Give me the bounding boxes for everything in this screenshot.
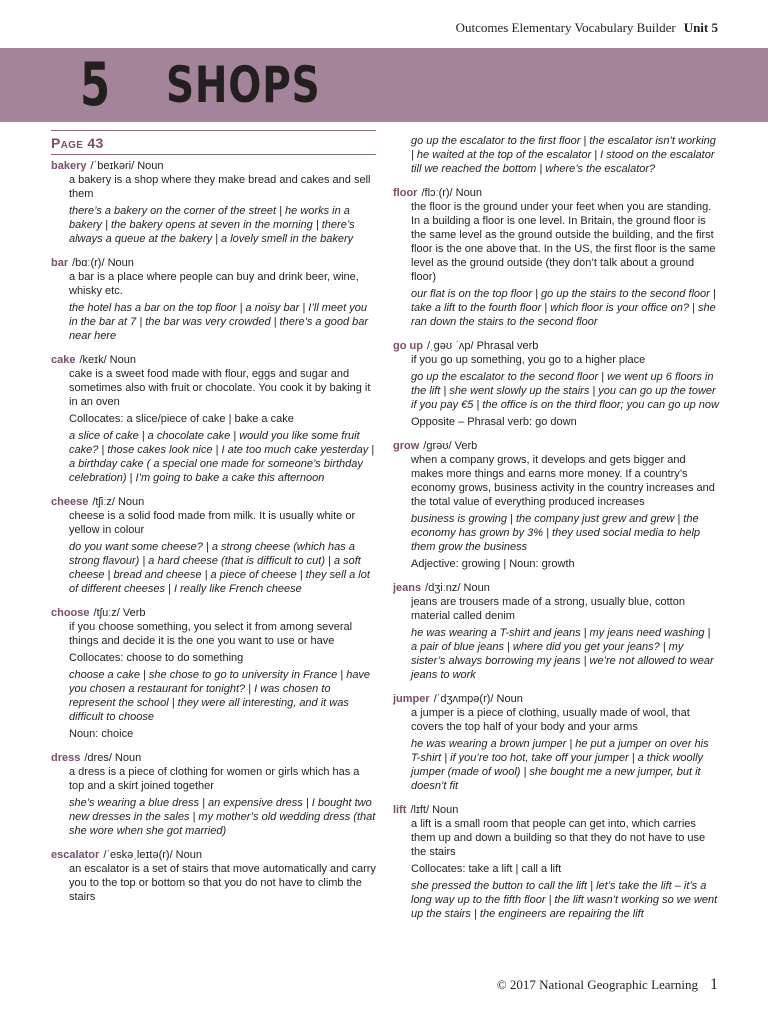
headword: jumper [393,693,430,705]
pronunciation-and-pos: /ɡrəʊ/ Verb [423,440,478,452]
left-entry-list [51,159,376,904]
pronunciation-and-pos: /ˌɡəʊ ˈʌp/ Phrasal verb [426,340,539,352]
headword-line [393,581,719,595]
headword-line [51,495,376,509]
pronunciation-and-pos: /tʃiːz/ Noun [92,496,145,508]
headword-line [51,606,376,620]
definition: a dress is a piece of clothing for women or girls which has a top and a skirt joined together [69,766,360,792]
usage-note: Noun: choice [69,728,134,740]
headword: go up [393,340,423,352]
headword-line [51,159,376,173]
pronunciation-and-pos: /bɑː(r)/ Noun [72,257,134,269]
left-column [51,130,376,914]
dictionary-entry [51,256,376,343]
dictionary-entry [393,186,719,329]
pronunciation-and-pos: /lɪft/ Noun [410,804,459,816]
example-sentences: he was wearing a brown jumper | he put a jumper on over his T-shirt | if you’re too hot, take off your jumper | a thick woolly jumper (made of wool) | she bought me a new jumper, but it doesn’t fit [411,738,709,792]
definition: a bakery is a shop where they make bread and cakes and sell them [69,174,371,200]
headword: cheese [51,496,89,508]
dictionary-entry [393,339,719,429]
definition: the floor is the ground under your feet when you are standing. In a building a floor is one level. In Britain, the ground floor is the same level as the ground outside the building, and the first floor is the one above that. In the US, the first floor is the same level as the ground outside (they don’t talk about a ground floor) [411,201,716,283]
usage-note: Opposite – Phrasal verb: go down [411,416,577,428]
right-entry-list [393,186,719,921]
usage-note: Collocates: choose to do something [69,652,244,664]
headword-line [393,439,719,453]
dictionary-entry [51,353,376,485]
running-header [456,20,718,36]
usage-note: Collocates: a slice/piece of cake | bake a cake [69,413,294,425]
unit-title: SHOPS [166,56,321,114]
dictionary-entry [393,439,719,571]
definition: jeans are trousers made of a strong, usually blue, cotton material called denim [411,596,685,622]
pronunciation-and-pos: /flɔː(r)/ Noun [421,187,482,199]
headword: dress [51,752,81,764]
example-sentences: he was wearing a T-shirt and jeans | my jeans need washing | a pair of blue jeans | where did you get your jeans? | my sister’s always borrowing my jeans | we’re not allowed to wear jeans to work [411,627,714,681]
unit-banner [0,48,768,122]
copyright: © 2017 National Geographic Learning [496,977,698,992]
pronunciation-and-pos: /keɪk/ Noun [79,354,136,366]
headword-line [51,353,376,367]
dictionary-entry [51,495,376,596]
example-sentences: do you want some cheese? | a strong cheese (which has a strong flavour) | a hard cheese (that is difficult to cut) | a soft cheese | bread and cheese | a piece of cheese | they sell a lot of different cheeses | I really like French cheese [69,541,370,595]
dictionary-entry [51,751,376,838]
unit-number: 5 [80,50,111,120]
example-sentences: choose a cake | she chose to go to university in France | have you chosen a restaurant for tonight? | I was chosen to represent the school | they were all interesting, and it was difficult to choose [69,669,371,723]
headword-line [393,692,719,706]
page-section-heading [51,130,376,155]
unit-label: Unit 5 [683,20,718,35]
definition: when a company grows, it develops and gets bigger and makes more things and earns more money. If a country’s economy grows, business activity in the country increases and the total value of everything produced increases [411,454,715,508]
example-sentences: she pressed the button to call the lift | let’s take the lift – it’s a long way up to the fifth floor | the lift wasn’t working so we went up the stairs | the engineers are repairing the lift [411,880,718,920]
pronunciation-and-pos: /ˈeskəˌleɪtə(r)/ Noun [103,849,202,861]
usage-note: Collocates: take a lift | call a lift [411,863,562,875]
headword: cake [51,354,76,366]
definition: if you go up something, you go to a higher place [411,354,646,366]
example-sentences: a slice of cake | a chocolate cake | would you like some fruit cake? | those cakes look nice | I ate too much cake yesterday | a birthday cake ( a special one made for someone’s birthday celebration) | I’m going to bake a cake this afternoon [69,430,375,484]
usage-note: Adjective: growing | Noun: growth [411,558,575,570]
dictionary-entry [393,692,719,793]
headword-line [393,339,719,353]
headword: escalator [51,849,100,861]
headword-line [393,186,719,200]
dictionary-entry [51,606,376,741]
headword-line [393,803,719,817]
page-number: 1 [710,976,718,993]
example-sentences: go up the escalator to the second floor | we went up 6 floors in the lift | she went slowly up the stairs | you can go up the tower if you pay €5 | the office is on the third floor; you can go up now [411,371,719,411]
continued-examples: go up the escalator to the first floor | the escalator isn’t working | he waited at the top of the escalator | I stood on the escalator till we reached the bottom | where’s the escalator? [411,135,716,175]
headword: floor [393,187,418,199]
definition: if you choose something, you select it from among several things and decide it is the one you want to use or have [69,621,353,647]
dictionary-entry [393,803,719,921]
dictionary-entry [393,581,719,682]
pronunciation-and-pos: /tʃuːz/ Verb [93,607,146,619]
headword: jeans [393,582,422,594]
pronunciation-and-pos: /dres/ Noun [84,752,142,764]
headword: bar [51,257,69,269]
page-footer [497,976,718,994]
headword-line [51,848,376,862]
definition: a bar is a place where people can buy and drink beer, wine, whisky etc. [69,271,359,297]
pronunciation-and-pos: /ˈbeɪkəri/ Noun [90,160,164,172]
example-sentences: the hotel has a bar on the top floor | a noisy bar | I’ll meet you in the bar at 7 | the bar was very crowded | there’s a good bar near here [69,302,369,342]
headword: lift [393,804,407,816]
definition: an escalator is a set of stairs that move automatically and carry you to the top or bottom so that you do not have to climb the stairs [69,863,376,903]
example-sentences: there’s a bakery on the corner of the street | he works in a bakery | the bakery opens at seven in the morning | there’s always a queue at the bakery | a lovely smell in the bakery [69,205,355,245]
definition: a lift is a small room that people can get into, which carries them up and down a building so that they do not have to use the stairs [411,818,706,858]
headword-line [51,256,376,270]
definition: cake is a sweet food made with flour, eggs and sugar and sometimes also with fruit or chocolate. You cook it by baking it in an oven [69,368,371,408]
headword: bakery [51,160,87,172]
pronunciation-and-pos: /ˈdʒʌmpə(r)/ Noun [433,693,523,705]
right-column [393,134,719,931]
example-sentences: our flat is on the top floor | go up the stairs to the second floor | take a lift to the fourth floor | which floor is your office on? | she ran down the stairs to the second floor [411,288,716,328]
headword: grow [393,440,420,452]
book-title: Outcomes Elementary Vocabulary Builder [455,20,676,35]
dictionary-entry [51,159,376,246]
example-sentences: business is growing | the company just grew and grew | the economy has grown by 3% | they used social media to help them grow the business [411,513,701,553]
page-section-label: Page 43 [51,135,104,151]
definition: a jumper is a piece of clothing, usually made of wool, that covers the top half of your body and your arms [411,707,690,733]
pronunciation-and-pos: /dʒiːnz/ Noun [425,582,490,594]
dictionary-entry [51,848,376,904]
definition: cheese is a solid food made from milk. It is usually white or yellow in colour [69,510,356,536]
headword: choose [51,607,90,619]
example-sentences: she’s wearing a blue dress | an expensive dress | I bought two new dresses in the sales | my mother’s old wedding dress (that she wore when she got married) [69,797,376,837]
headword-line [51,751,376,765]
